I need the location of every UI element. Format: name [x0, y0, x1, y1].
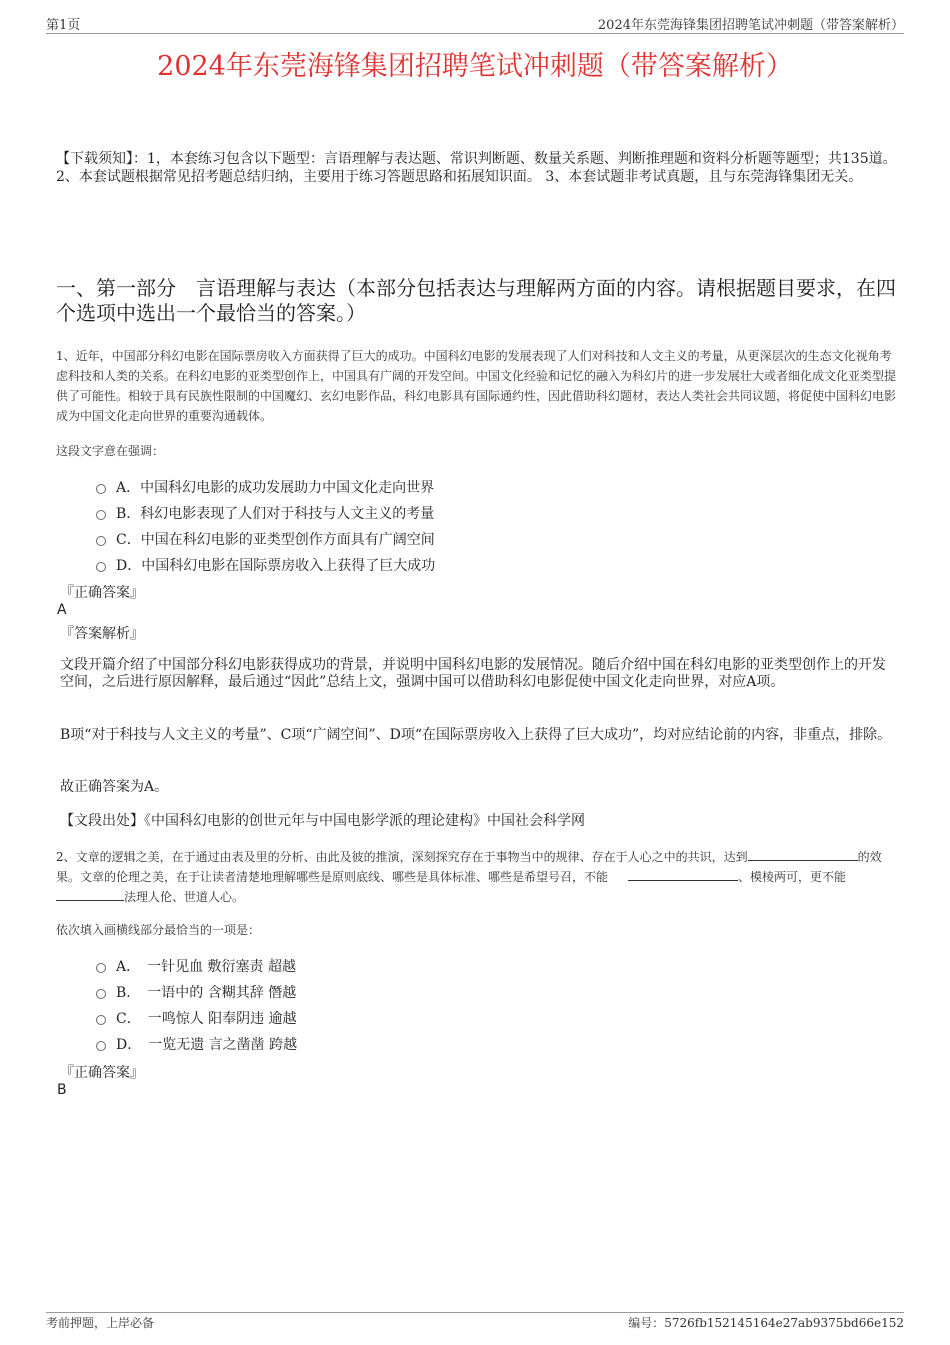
q1-option-c[interactable]	[96, 529, 435, 549]
q1-option-a[interactable]	[96, 477, 434, 497]
footer-doc-id: 编号：5726fb152145164e27ab9375bd66e152	[628, 1316, 904, 1330]
footer-divider	[46, 1312, 904, 1313]
option-label: A．中国科幻电影的成功发展助力中国文化走向世界	[116, 480, 435, 496]
q2-text-part: 法理人伦、世道人心。	[124, 890, 245, 904]
fill-blank-1	[748, 848, 858, 861]
question-1-prompt: 这段文字意在强调：	[56, 444, 165, 458]
q1-option-b[interactable]	[96, 503, 434, 523]
option-label: C． 一鸣惊人 阳奉阴违 逾越	[116, 1011, 297, 1027]
q1-option-d[interactable]	[96, 555, 435, 575]
radio-icon[interactable]	[96, 562, 106, 572]
page-number: 第1页	[46, 18, 81, 33]
q2-option-d[interactable]	[96, 1034, 297, 1054]
option-label: A． 一针见血 敷衍塞责 超越	[116, 959, 297, 975]
q2-answer-label: 『正确答案』	[60, 1065, 144, 1081]
q1-analysis-label: 『答案解析』	[60, 626, 144, 642]
download-notice: 【下载须知】：1，本套练习包含以下题型：言语理解与表达题、常识判断题、数量关系题、判断推理题和资料分析题等题型；共135道。 2、本套试题根据常见招考题总结归纳，主要用于练习答题思路和拓展知识面。 3、本套试题非考试真题，且与东莞海锋集团无关。	[56, 151, 897, 185]
q1-answer-label: 『正确答案』	[60, 585, 144, 601]
question-2-text	[56, 847, 898, 907]
radio-icon[interactable]	[96, 484, 106, 494]
option-label: B．科幻电影表现了人们对于科技与人文主义的考量	[116, 506, 435, 522]
q1-answer: A	[57, 602, 67, 618]
radio-icon[interactable]	[96, 989, 106, 999]
q2-option-b[interactable]	[96, 982, 296, 1002]
header-divider	[46, 33, 904, 34]
option-label: C．中国在科幻电影的亚类型创作方面具有广阔空间	[116, 532, 435, 548]
q2-text-part: 的效果。文章的伦理之美，在于让读者清楚地理解哪些是原则底线、哪些是具体标准、哪些是希望号召，不能	[56, 850, 882, 884]
q1-source: 【文段出处】《中国科幻电影的创世元年与中国电影学派的理论建构》中国社会科学网	[60, 813, 585, 829]
page-title: 2024年东莞海锋集团招聘笔试冲刺题（带答案解析）	[157, 51, 793, 82]
q2-text-part: 2、文章的逻辑之美，在于通过由表及里的分析、由此及彼的推演，深刻探究存在于事物当中的规律、存在于人心之中的共识，达到	[56, 850, 748, 864]
section-heading: 一、第一部分 言语理解与表达（本部分包括表达与理解两方面的内容。请根据题目要求，在四个选项中选出一个最恰当的答案。）	[56, 276, 896, 325]
radio-icon[interactable]	[96, 963, 106, 973]
q1-analysis-para-3: 故正确答案为A。	[60, 779, 169, 795]
radio-icon[interactable]	[96, 1041, 106, 1051]
q2-option-a[interactable]	[96, 956, 296, 976]
option-label: B． 一语中的 含糊其辞 僭越	[116, 985, 297, 1001]
radio-icon[interactable]	[96, 536, 106, 546]
q2-option-c[interactable]	[96, 1008, 297, 1028]
q1-analysis-para-1: 文段开篇介绍了中国部分科幻电影获得成功的背景，并说明中国科幻电影的发展情况。随后介绍中国在科幻电影的亚类型创作上的开发空间，之后进行原因解释，最后通过“因此”总结上文，强调中国可以借助科幻电影促使中国文化走向世界，对应A项。	[60, 657, 886, 690]
fill-blank-2	[628, 868, 738, 881]
radio-icon[interactable]	[96, 1015, 106, 1025]
question-2-prompt: 依次填入画横线部分最恰当的一项是：	[56, 923, 261, 937]
option-label: D． 一览无遗 言之凿凿 跨越	[116, 1037, 298, 1053]
header-doc-title: 2024年东莞海锋集团招聘笔试冲刺题（带答案解析）	[597, 18, 904, 33]
footer-slogan: 考前押题，上岸必备	[46, 1316, 155, 1330]
q1-analysis-para-2: B项“对于科技与人文主义的考量”、C项“广阔空间”、D项“在国际票房收入上获得了巨大成功”，均对应结论前的内容，非重点，排除。	[60, 727, 892, 743]
q2-answer: B	[57, 1082, 67, 1098]
option-label: D．中国科幻电影在国际票房收入上获得了巨大成功	[116, 558, 436, 574]
radio-icon[interactable]	[96, 510, 106, 520]
fill-blank-3	[56, 888, 124, 901]
q2-text-part: 、模棱两可，更不能	[738, 870, 847, 884]
question-1-text: 1、近年，中国部分科幻电影在国际票房收入方面获得了巨大的成功。中国科幻电影的发展表现了人们对科技和人文主义的考量，从更深层次的生态文化视角考虑科技和人类的关系。在科幻电影的亚类型创作上，中国具有广阔的开发空间。中国文化经验和记忆的融入为科幻片的进一步发展壮大或者细化成文化亚类型提供了可能性。相较于具有民族性限制的中国魔幻、玄幻电影作品，科幻电影具有国际通约性，因此借助科幻题材，表达人类社会共同议题，将促使中国科幻电影成为中国文化走向世界的重要沟通载体。	[56, 349, 897, 423]
